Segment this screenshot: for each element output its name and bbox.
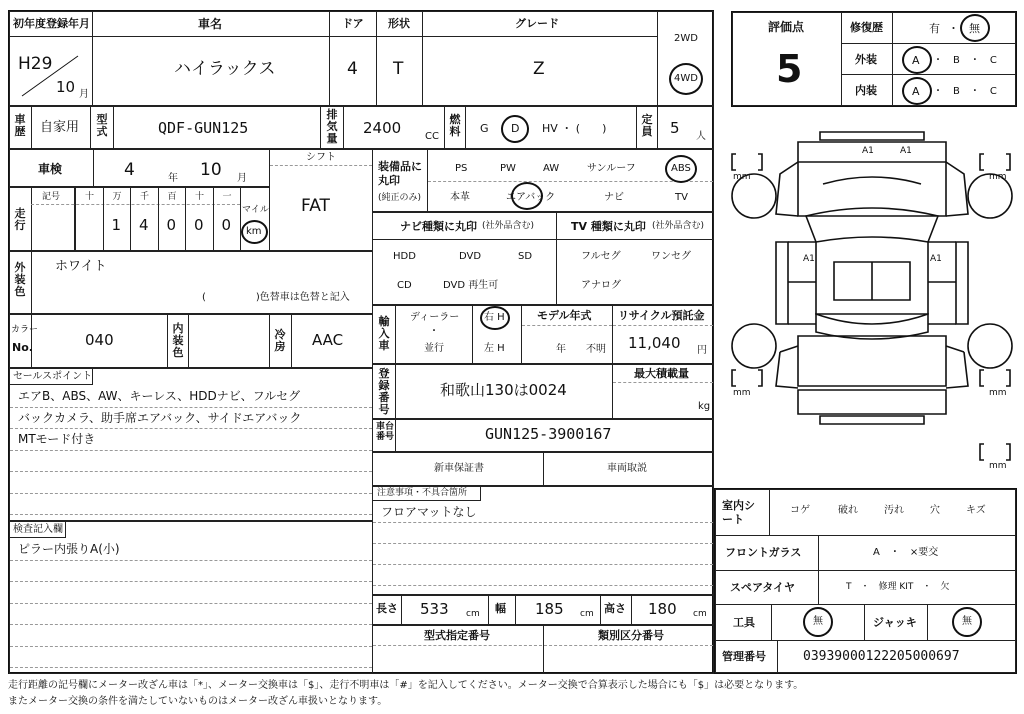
max-load-divider bbox=[613, 382, 713, 383]
tool-label: 工具 bbox=[733, 616, 755, 629]
eq-tv: TV bbox=[675, 192, 688, 203]
car-name-label: 車名 bbox=[198, 17, 223, 31]
ruled-line bbox=[10, 646, 372, 647]
model-value: QDF-GUN125 bbox=[158, 119, 249, 137]
car-name: ハイラックス bbox=[174, 59, 276, 79]
ruled-text: ピラー内張りA(小) bbox=[18, 542, 120, 556]
jack-value: 無 bbox=[962, 616, 972, 627]
ruled-line bbox=[373, 564, 713, 565]
grade-value: Z bbox=[533, 59, 545, 79]
ruled-line bbox=[10, 428, 372, 429]
cond-interior-label: 室内シート bbox=[722, 499, 755, 526]
tv-oneseg: ワンセグ bbox=[651, 251, 691, 262]
eq-leather: 本革 bbox=[450, 192, 470, 203]
diagram-mm-5: mm bbox=[989, 461, 1007, 471]
equipment-label: 装備品に丸印 bbox=[378, 160, 422, 187]
fuel-label: 燃料 bbox=[449, 113, 461, 138]
exterior-bc: ・ B ・ C bbox=[933, 55, 997, 66]
ruled-text: エアB、ABS、AW、キーレス、HDDナビ、フルセグ bbox=[18, 389, 301, 403]
door-value: 4 bbox=[347, 59, 358, 79]
repair-dot: ・ bbox=[948, 22, 959, 35]
eq-abs: ABS bbox=[671, 163, 691, 174]
navi-dvd-play: DVD 再生可 bbox=[443, 280, 499, 291]
chassis-label: 車台番号 bbox=[375, 422, 394, 442]
shape-value: T bbox=[393, 59, 404, 79]
diagram-mark-1: A1 bbox=[862, 146, 874, 156]
navi-dvd: DVD bbox=[459, 251, 482, 262]
tv-fullseg: フルセグ bbox=[581, 251, 621, 262]
grade-label: グレード bbox=[515, 17, 559, 30]
exterior-label: 外装 bbox=[855, 53, 877, 66]
ruled-line bbox=[10, 514, 372, 515]
length-value: 533 bbox=[420, 600, 449, 618]
tv-analog: アナログ bbox=[581, 280, 621, 291]
model-label: 型式 bbox=[96, 113, 108, 138]
ruled-text: フロアマットなし bbox=[381, 505, 477, 519]
reg-month: 10 bbox=[56, 78, 76, 96]
spare-value: T ・ 修理 KIT ・ 欠 bbox=[846, 582, 950, 592]
inspection-month-unit: 月 bbox=[237, 173, 247, 184]
ruled-text: バックカメラ、助手席エアバック、サイドエアバック bbox=[18, 410, 302, 425]
navi-label: ナビ種類に丸印 bbox=[400, 220, 477, 233]
history-label: 車歴 bbox=[14, 113, 26, 138]
diagram-mm-2: mm bbox=[989, 172, 1007, 182]
eq-navi: ナビ bbox=[604, 192, 624, 203]
import-parallel: 並行 bbox=[424, 343, 444, 354]
displacement-label: 排気量 bbox=[326, 108, 338, 145]
mileage-digit-label: 一 bbox=[222, 192, 232, 202]
model-year-divider bbox=[522, 325, 612, 326]
navi-hdd: HDD bbox=[393, 251, 416, 262]
repair-no: 無 bbox=[969, 22, 980, 35]
inspection-month: 10 bbox=[200, 160, 222, 180]
inspection-year: 4 bbox=[124, 160, 135, 180]
mileage-digit: 0 bbox=[221, 216, 232, 234]
width-unit: cm bbox=[580, 609, 594, 619]
repair-label: 修復歴 bbox=[850, 21, 883, 34]
width-value: 185 bbox=[535, 600, 564, 618]
type-designation-label: 型式指定番号 bbox=[424, 629, 490, 642]
interior-a: A bbox=[912, 85, 920, 98]
shift-divider bbox=[270, 165, 372, 166]
registration-value: 和歌山130は0024 bbox=[440, 381, 567, 399]
notes-box bbox=[372, 486, 714, 595]
mileage-digit-label: 十 bbox=[85, 192, 95, 202]
model-year-label: モデル年式 bbox=[537, 309, 592, 322]
recycle-value: 11,040 bbox=[628, 334, 681, 352]
capacity-unit: 人 bbox=[696, 131, 706, 142]
cond-interior-tear: 破れ bbox=[838, 505, 858, 516]
import-left: 左 H bbox=[484, 343, 505, 354]
navi-sub: (社外品含む) bbox=[482, 221, 535, 231]
windshield-label: フロントガラス bbox=[725, 546, 802, 559]
sales-points-label: セールスポイント bbox=[13, 371, 93, 382]
fuel-hv: HV ・ ( ) bbox=[542, 122, 607, 135]
diagram-mark-3: A1 bbox=[803, 254, 815, 264]
mileage-digit-label: 千 bbox=[140, 192, 150, 202]
mileage-digit-label: 十 bbox=[195, 192, 205, 202]
diagram-mark-4: A1 bbox=[930, 254, 942, 264]
eq-aw: AW bbox=[543, 163, 560, 174]
import-dot: ・ bbox=[429, 326, 439, 337]
ruled-line bbox=[10, 560, 372, 561]
repair-yes: 有 bbox=[929, 22, 940, 35]
import-right: 右 H bbox=[484, 312, 505, 323]
mileage-digit: 0 bbox=[194, 216, 204, 234]
displacement-value: 2400 bbox=[363, 119, 402, 137]
mileage-label: 走行 bbox=[14, 207, 26, 232]
score-value: 5 bbox=[776, 47, 803, 91]
mileage-digit-label: 万 bbox=[112, 192, 122, 202]
diagram-mark-2: A1 bbox=[900, 146, 912, 156]
recycle-unit: 円 bbox=[697, 345, 707, 356]
drive-4wd: 4WD bbox=[674, 73, 698, 84]
color-no-value: 040 bbox=[85, 331, 114, 349]
mileage-digit: 1 bbox=[111, 216, 122, 234]
width-label: 幅 bbox=[495, 602, 506, 615]
shift-value: FAT bbox=[301, 196, 330, 216]
diagram-mm-3: mm bbox=[733, 388, 751, 398]
ruled-line bbox=[10, 407, 372, 408]
tv-label: TV 種類に丸印 bbox=[571, 220, 646, 233]
exterior-color-label: 外装色 bbox=[14, 261, 26, 298]
windshield-value: A ・ ×要交 bbox=[873, 547, 939, 558]
fuel-d: D bbox=[511, 122, 520, 135]
max-load-label: 最大積載量 bbox=[634, 367, 689, 380]
eq-airbag: エアバック bbox=[506, 192, 556, 203]
ruled-line bbox=[373, 543, 713, 544]
inspection-year-unit: 年 bbox=[168, 173, 178, 184]
height-label: 高さ bbox=[604, 602, 626, 615]
inspection-label: 車検 bbox=[38, 162, 63, 176]
displacement-unit: CC bbox=[425, 131, 439, 142]
ruled-text: MTモード付き bbox=[18, 432, 96, 446]
model-year-unknown: 不明 bbox=[586, 344, 606, 355]
door-label: ドア bbox=[342, 17, 364, 30]
diagram-mm-4: mm bbox=[989, 388, 1007, 398]
exterior-color-note: ( )色替車は色替と記入 bbox=[202, 292, 350, 303]
ruled-line bbox=[10, 667, 372, 668]
mileage-km: km bbox=[246, 226, 262, 237]
score-label: 評価点 bbox=[768, 20, 805, 34]
ruled-line bbox=[10, 624, 372, 625]
shape-label: 形状 bbox=[388, 17, 410, 30]
interior-bc: ・ B ・ C bbox=[933, 86, 997, 97]
ac-value: AAC bbox=[312, 331, 344, 349]
import-label: 輸入車 bbox=[378, 315, 390, 352]
footer-note-2: またメーター交換の条件を満たしていないものはメーター改ざん車扱いとなります。 bbox=[8, 696, 388, 707]
mileage-digit-label: 百 bbox=[167, 192, 177, 202]
inspection-notes-label: 検査記入欄 bbox=[13, 524, 63, 535]
cond-interior-hole: 穴 bbox=[930, 505, 940, 516]
eq-pw: PW bbox=[500, 163, 516, 174]
jack-label: ジャッキ bbox=[873, 616, 917, 629]
equipment-divider bbox=[428, 181, 713, 182]
mileage-digit: 4 bbox=[139, 216, 149, 234]
chassis-value: GUN125-3900167 bbox=[485, 425, 612, 443]
ruled-line bbox=[10, 450, 372, 451]
ruled-line bbox=[373, 585, 713, 586]
capacity-label: 定員 bbox=[641, 113, 653, 138]
length-label: 長さ bbox=[376, 602, 398, 615]
cond-interior-burn: コゲ bbox=[790, 505, 810, 516]
mgmt-value: 03939000122205000697 bbox=[803, 649, 960, 664]
notes-label: 注意事項・不具合箇所 bbox=[377, 488, 468, 498]
ruled-line bbox=[10, 493, 372, 494]
spare-label: スペアタイヤ bbox=[730, 581, 796, 594]
car-diagram bbox=[728, 124, 1018, 474]
history-value: 自家用 bbox=[40, 120, 80, 135]
ruled-line bbox=[373, 522, 713, 523]
exterior-color-value: ホワイト bbox=[55, 259, 107, 274]
ruled-line bbox=[10, 471, 372, 472]
color-no-label-top: カラー bbox=[11, 325, 39, 335]
ac-label: 冷房 bbox=[274, 328, 286, 353]
max-load-unit: kg bbox=[698, 401, 711, 412]
interior-color-label: 内装色 bbox=[172, 322, 184, 359]
fuel-g: G bbox=[480, 122, 489, 135]
reg-date-label: 初年度登録年月 bbox=[13, 17, 90, 30]
import-dealer: ディーラー bbox=[410, 312, 460, 323]
recycle-label: リサイクル預託金 bbox=[618, 309, 705, 322]
reg-era: H29 bbox=[18, 54, 53, 74]
mileage-symbol-label: 記号 bbox=[42, 192, 61, 202]
capacity-value: 5 bbox=[670, 119, 680, 137]
mgmt-label: 管理番号 bbox=[722, 650, 766, 663]
mileage-mile: マイル bbox=[242, 205, 269, 215]
class-number-label: 類別区分番号 bbox=[598, 629, 664, 642]
navi-sd: SD bbox=[518, 251, 533, 262]
type-designation-divider bbox=[373, 645, 713, 646]
eq-sunroof: サンルーフ bbox=[587, 163, 636, 174]
reg-month-unit: 月 bbox=[79, 89, 89, 100]
car-manual: 車両取説 bbox=[607, 463, 647, 474]
eq-ps: PS bbox=[455, 163, 468, 174]
tv-sub: (社外品含む) bbox=[652, 221, 705, 231]
model-year-unit: 年 bbox=[556, 344, 566, 355]
interior-label: 内装 bbox=[855, 84, 877, 97]
tool-value: 無 bbox=[813, 616, 823, 627]
length-unit: cm bbox=[466, 609, 480, 619]
shift-label: シフト bbox=[306, 152, 336, 163]
color-no-label: No. bbox=[12, 341, 33, 354]
footer-note-1: 走行距離の記号欄にメーター改ざん車は「*」、メーター交換車は「$」、走行不明車は「#」を記入してください。メーター交換で合算表示した場合にも「$」は必要となります。 bbox=[8, 680, 804, 691]
drive-2wd: 2WD bbox=[674, 33, 698, 44]
registration-label: 登録番号 bbox=[378, 367, 390, 416]
cond-interior-dirt: 汚れ bbox=[884, 505, 904, 516]
mileage-digit: 0 bbox=[166, 216, 177, 234]
equipment-sub: (純正のみ) bbox=[378, 193, 422, 203]
new-car-warranty: 新車保証書 bbox=[434, 463, 484, 474]
cond-interior-scratch: キズ bbox=[966, 505, 986, 516]
ruled-line bbox=[10, 581, 372, 582]
ruled-line bbox=[10, 603, 372, 604]
height-unit: cm bbox=[693, 609, 707, 619]
height-value: 180 bbox=[648, 600, 677, 618]
row2 bbox=[9, 106, 714, 149]
exterior-a: A bbox=[912, 54, 920, 67]
recycle-divider bbox=[613, 325, 713, 326]
diagram-mm-1: mm bbox=[733, 172, 751, 182]
navi-cd: CD bbox=[397, 280, 412, 291]
